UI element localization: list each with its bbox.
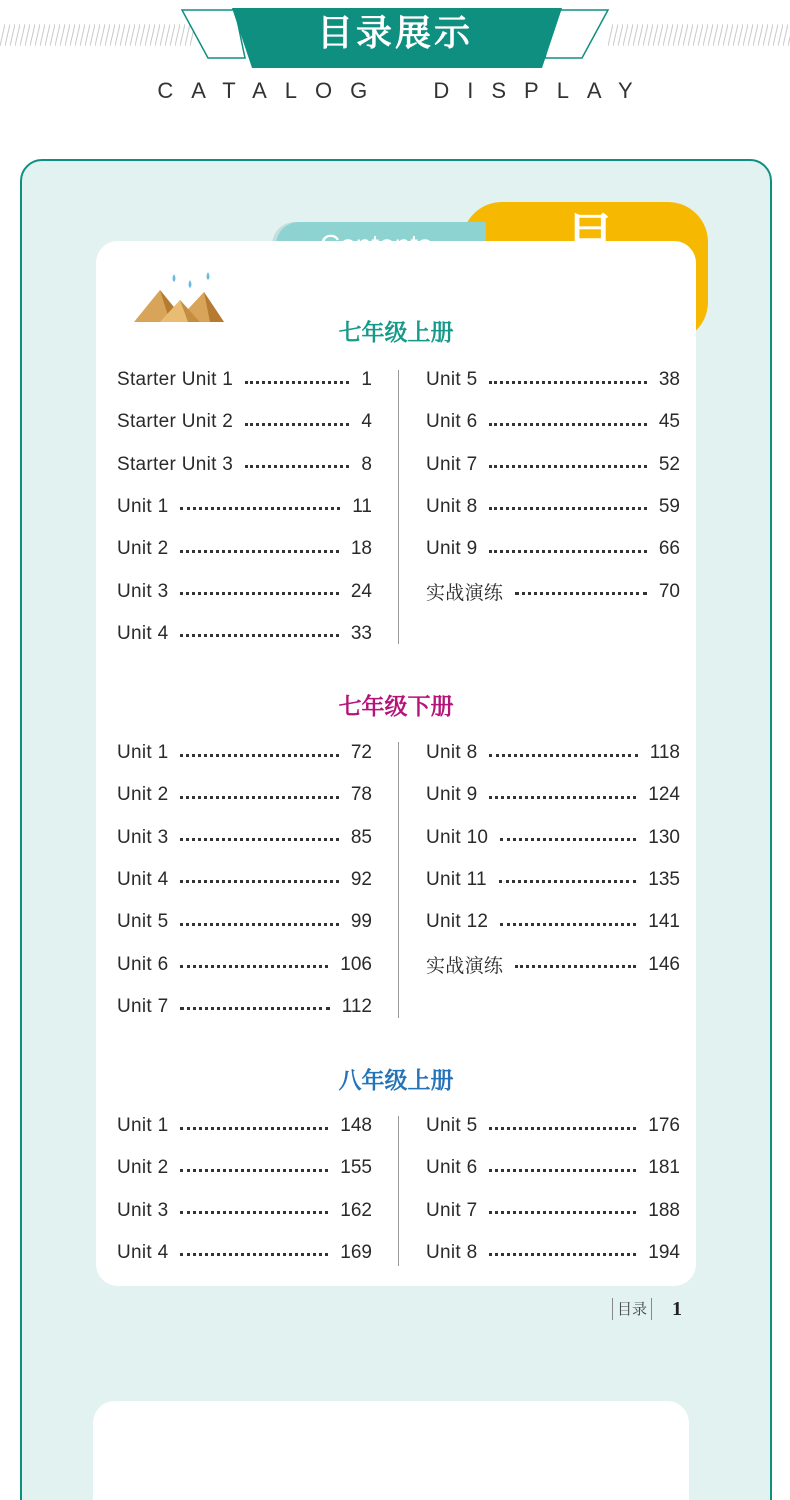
- toc-entry: [117, 951, 372, 979]
- toc-entry: [426, 824, 680, 852]
- toc-leader-dots: [180, 550, 338, 553]
- toc-entry-page: 99: [350, 911, 372, 933]
- toc-leader-dots: [489, 550, 646, 553]
- column-divider: [398, 370, 399, 644]
- toc-leader-dots: [180, 1007, 329, 1010]
- toc-entry: [117, 1154, 372, 1182]
- toc-entry-page: 162: [340, 1199, 372, 1221]
- toc-entry-label: Unit 5: [426, 369, 478, 390]
- toc-entry-page: 124: [648, 784, 680, 806]
- toc-entry-page: 106: [340, 953, 372, 975]
- toc-leader-dots: [180, 838, 338, 841]
- toc-entry: [426, 535, 680, 563]
- toc-entry-page: 181: [648, 1157, 680, 1179]
- toc-entry-label: Unit 1: [117, 1115, 169, 1136]
- toc-card-next-page: [93, 1401, 689, 1500]
- toc-entry-page: 66: [658, 538, 680, 560]
- toc-leader-dots: [489, 796, 636, 799]
- toc-entry: [117, 493, 372, 521]
- toc-entry: [117, 1197, 372, 1225]
- toc-leader-dots: [180, 923, 338, 926]
- toc-entry-label: Unit 2: [117, 538, 169, 560]
- toc-leader-dots: [245, 423, 349, 426]
- toc-entry-page: 112: [341, 995, 372, 1017]
- toc-entry-label: Unit 8: [426, 742, 478, 763]
- toc-entry: [117, 866, 372, 894]
- toc-entry: [117, 578, 372, 606]
- section-title-grade7-vol1: 七年级上册: [338, 320, 454, 346]
- toc-entry-page: 8: [361, 453, 372, 475]
- toc-entry-page: 59: [658, 495, 680, 517]
- toc-leader-dots: [180, 1211, 328, 1214]
- toc-entry: [117, 451, 372, 479]
- toc-entry-label: Unit 9: [426, 784, 478, 806]
- toc-entry-label: Unit 2: [117, 784, 169, 806]
- toc-entry-page: 72: [350, 742, 372, 763]
- toc-entry-page: 1: [361, 369, 372, 390]
- toc-entry-label: Unit 5: [426, 1115, 478, 1136]
- toc-entry: [426, 739, 680, 767]
- header-title: 目录展示: [316, 13, 473, 54]
- toc-leader-dots: [489, 1253, 636, 1256]
- toc-entry-page: 118: [649, 742, 680, 763]
- toc-entry-page: 176: [648, 1115, 680, 1136]
- toc-entry: [426, 908, 680, 936]
- toc-leader-dots: [489, 1211, 636, 1214]
- toc-entry: [426, 493, 680, 521]
- toc-entry-label: Unit 12: [426, 911, 489, 933]
- toc-entry-page: 11: [352, 495, 372, 517]
- toc-entry-page: 33: [350, 622, 372, 644]
- page-footer-number: 1: [672, 1298, 682, 1320]
- toc-leader-dots: [489, 465, 646, 468]
- toc-entry: [117, 620, 372, 648]
- toc-entry-page: 52: [658, 453, 680, 475]
- header-subtitle: CATALOG DISPLAY: [157, 78, 651, 103]
- toc-entry: [426, 366, 680, 394]
- toc-entry-page: 45: [658, 411, 680, 433]
- toc-entry-label: Unit 6: [426, 411, 478, 433]
- toc-entry: [426, 781, 680, 809]
- toc-entry: [117, 535, 372, 563]
- toc-entry-label: Unit 7: [117, 995, 169, 1017]
- toc-entry-label: Unit 1: [117, 742, 169, 763]
- toc-entry-label: Unit 4: [117, 622, 169, 644]
- toc-entry-label: Unit 8: [426, 495, 478, 517]
- section-title-grade8-vol1: 八年级上册: [338, 1068, 454, 1094]
- toc-entry-label: Unit 3: [117, 1199, 169, 1221]
- toc-entry-label: Unit 3: [117, 580, 169, 602]
- toc-entry: [117, 1239, 372, 1267]
- toc-entry-label: Unit 7: [426, 453, 478, 475]
- toc-entry-page: 155: [340, 1157, 372, 1179]
- toc-leader-dots: [500, 838, 636, 841]
- toc-entry: [426, 1112, 680, 1140]
- toc-entry: [426, 451, 680, 479]
- toc-leader-dots: [180, 634, 338, 637]
- toc-entry-page: 169: [340, 1241, 372, 1263]
- toc-leader-dots: [489, 423, 646, 426]
- toc-entry-page: 188: [648, 1199, 680, 1221]
- toc-entry: [117, 824, 372, 852]
- toc-entry-label: Unit 2: [117, 1157, 169, 1179]
- toc-entry-label: 实战演练: [426, 583, 504, 604]
- toc-leader-dots: [180, 1127, 328, 1130]
- toc-entry-label: Unit 8: [426, 1241, 478, 1263]
- toc-leader-dots: [515, 965, 636, 968]
- column-divider: [398, 742, 399, 1018]
- toc-entry-label: Starter Unit 1: [117, 369, 234, 390]
- section-title-grade7-vol2: 七年级下册: [338, 694, 454, 720]
- toc-entry-page: 92: [350, 868, 372, 890]
- toc-leader-dots: [180, 754, 338, 757]
- toc-entry-label: Unit 11: [426, 868, 487, 890]
- toc-leader-dots: [180, 592, 338, 595]
- toc-entry-label: Unit 10: [426, 826, 489, 848]
- toc-entry: [426, 408, 680, 436]
- toc-leader-dots: [180, 507, 340, 510]
- toc-entry: [117, 739, 372, 767]
- toc-leader-dots: [489, 1169, 636, 1172]
- toc-entry: [426, 1154, 680, 1182]
- toc-entry: [117, 408, 372, 436]
- toc-entry-label: Unit 9: [426, 538, 478, 560]
- toc-entry: [426, 1197, 680, 1225]
- toc-entry: [117, 366, 372, 394]
- toc-entry-label: Starter Unit 3: [117, 453, 234, 475]
- toc-entry-label: Starter Unit 2: [117, 411, 234, 433]
- toc-entry-page: 85: [350, 826, 372, 848]
- toc-entry-page: 70: [658, 580, 680, 602]
- toc-entry: [426, 578, 680, 606]
- toc-entry-label: Unit 1: [117, 495, 169, 517]
- toc-entry: [426, 951, 680, 979]
- toc-leader-dots: [180, 1169, 328, 1172]
- toc-entry-page: 4: [361, 411, 372, 433]
- toc-entry-label: Unit 4: [117, 1241, 169, 1263]
- toc-entry-page: 146: [648, 953, 680, 975]
- toc-entry-page: 148: [340, 1115, 372, 1136]
- toc-entry-page: 135: [648, 868, 680, 890]
- mulu-label: 目录: [565, 208, 644, 328]
- toc-entry-label: Unit 4: [117, 868, 169, 890]
- toc-leader-dots: [180, 796, 338, 799]
- toc-entry: [426, 1239, 680, 1267]
- toc-leader-dots: [489, 754, 637, 757]
- toc-leader-dots: [489, 381, 646, 384]
- toc-leader-dots: [180, 880, 338, 883]
- page-footer-label: 目录: [612, 1298, 652, 1320]
- toc-entry-page: 130: [648, 826, 680, 848]
- toc-entry-page: 18: [350, 538, 372, 560]
- toc-entry-page: 78: [350, 784, 372, 806]
- toc-leader-dots: [245, 465, 349, 468]
- toc-entry-label: Unit 6: [117, 953, 169, 975]
- toc-entry-label: Unit 5: [117, 911, 169, 933]
- toc-leader-dots: [245, 381, 349, 384]
- toc-entry: [117, 993, 372, 1021]
- toc-entry-label: Unit 6: [426, 1157, 478, 1179]
- column-divider: [398, 1116, 399, 1266]
- toc-entry: [117, 1112, 372, 1140]
- toc-entry-label: 实战演练: [426, 956, 504, 977]
- toc-entry: [117, 908, 372, 936]
- toc-entry-page: 194: [648, 1241, 680, 1263]
- toc-entry-label: Unit 3: [117, 826, 169, 848]
- toc-entry-page: 38: [658, 369, 680, 390]
- toc-leader-dots: [180, 1253, 328, 1256]
- toc-leader-dots: [489, 507, 646, 510]
- toc-leader-dots: [500, 923, 636, 926]
- toc-leader-dots: [180, 965, 328, 968]
- toc-entry-page: 141: [648, 911, 680, 933]
- toc-leader-dots: [515, 592, 647, 595]
- toc-entry: [117, 781, 372, 809]
- toc-entry-page: 24: [350, 580, 372, 602]
- toc-leader-dots: [489, 1127, 636, 1130]
- toc-leader-dots: [499, 880, 636, 883]
- toc-entry: [426, 866, 680, 894]
- toc-entry-label: Unit 7: [426, 1199, 478, 1221]
